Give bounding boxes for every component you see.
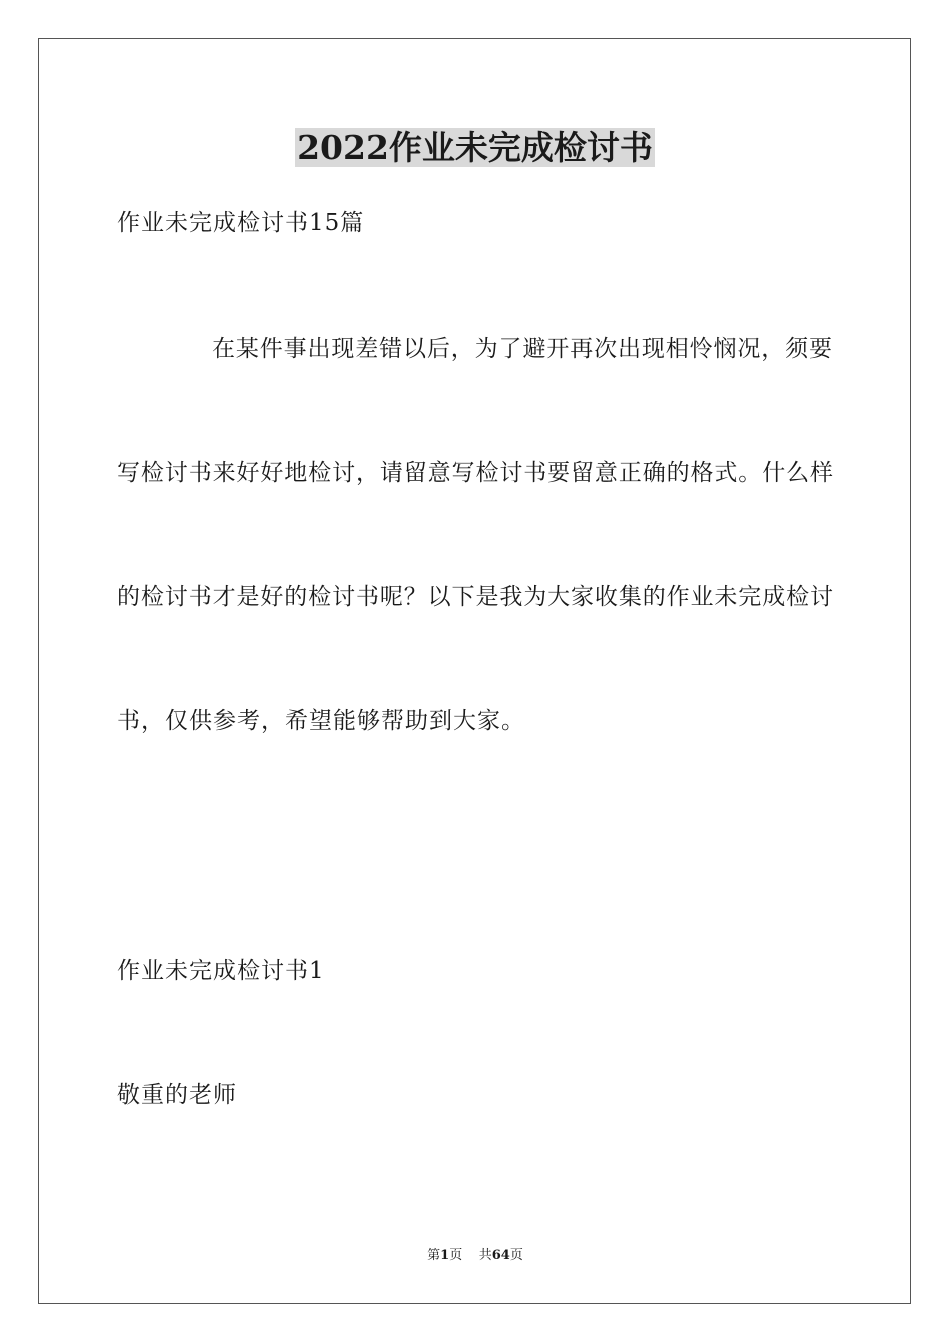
page-footer <box>0 1247 950 1265</box>
document-title <box>0 128 950 168</box>
footer-total-pages: 64 <box>491 1248 510 1263</box>
footer-page-number: 1 <box>440 1248 450 1263</box>
footer-page-suffix: 页 <box>449 1248 463 1263</box>
footer-page-prefix: 第 <box>427 1248 441 1263</box>
footer-total-prefix: 共 <box>478 1248 492 1263</box>
intro-line-3: 的检讨书才是好的检讨书呢？以下是我为大家收集的作业未完成检讨 <box>117 584 833 610</box>
intro-line-2: 写检讨书来好好地检讨，请留意写检讨书要留意正确的格式。什么样 <box>117 460 833 486</box>
section-heading: 作业未完成检讨书1 <box>117 958 325 984</box>
document-subtitle: 作业未完成检讨书15篇 <box>117 210 365 236</box>
salutation: 敬重的老师 <box>117 1082 237 1108</box>
intro-line-4: 书，仅供参考，希望能够帮助到大家。 <box>117 708 525 734</box>
document-title-text: 2022作业未完成检讨书 <box>297 128 653 167</box>
intro-line-1: 在某件事出现差错以后，为了避开再次出现相怜悯况，须要 <box>212 336 832 362</box>
footer-total-suffix: 页 <box>509 1248 523 1263</box>
